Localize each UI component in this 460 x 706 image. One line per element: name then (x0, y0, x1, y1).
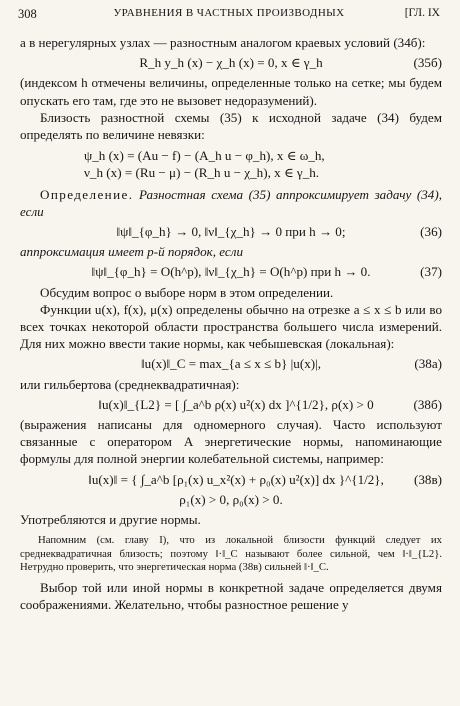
definition-label: Определение. (40, 186, 134, 202)
equation-36-number: (36) (420, 224, 442, 240)
equation-35b (20, 54, 442, 71)
chapter-label: [ГЛ. IX (404, 7, 440, 19)
paragraph-5: Обсудим вопрос о выборе норм в этом определении. (40, 284, 334, 300)
paragraph-8: (выражения написаны для одномерного случая). Часто используют связанные с оператором A энергетические нормы, напоминающие формулы для полной энергии колебательной системы, например: (20, 417, 442, 467)
paragraph-3: Близость разностной схемы (35) к исходной задаче (34) будем определять по величине невязки: (20, 109, 442, 143)
equation-37-body: ‖ψ‖_{φ_h} = O(h^p), ‖ν‖_{χ_h} = O(h^p) при h → 0. (91, 264, 371, 280)
running-title: УРАВНЕНИЯ В ЧАСТНЫХ ПРОИЗВОДНЫХ (113, 7, 345, 19)
paragraph-1: а в нерегулярных узлах — разностным аналогом краевых условий (34б): (20, 35, 426, 50)
residual-system (84, 147, 442, 181)
equation-38b-number: (38б) (413, 396, 442, 412)
equation-37-number: (37) (420, 264, 442, 280)
definition (20, 186, 442, 220)
equation-37 (20, 263, 442, 280)
paragraph-9: Употребляются и другие нормы. (20, 512, 201, 528)
equation-38v-number: (38в) (414, 471, 442, 487)
definition-text: Разностная схема (35) аппроксимирует задачу (34), если (20, 186, 442, 219)
paragraph-10: Выбор той или иной нормы в конкретной задаче определяется двумя соображениями. Желательно, чтобы разностное решение y (20, 580, 442, 613)
equation-38b (20, 396, 442, 413)
residual-nu: ν_h (x) = (Ru − μ) − (R_h u − χ_h), x ∈ γ_h. (84, 165, 320, 181)
paragraph-2: (индексом h отмечены величины, определенные только на сетке; мы будем опускать его там, где это не вызовет недоразумений). (20, 75, 442, 108)
equation-36 (20, 223, 442, 240)
page-content (20, 34, 442, 613)
equation-38a (20, 355, 442, 372)
equation-38a-number: (38а) (414, 356, 442, 372)
equation-38a-body: ‖u(x)‖_C = max_{a ≤ x ≤ b} |u(x)|, (140, 356, 321, 372)
equation-38v-body: ‖u(x)‖ = { ∫_a^b [ρ₁(x) u_x²(x) + ρ₀(x) u²(x)] dx }^{1/2}, (88, 471, 384, 487)
equation-38b-body: ‖u(x)‖_{L2} = [ ∫_a^b ρ(x) u²(x) dx ]^{1/2}, ρ(x) > 0 (98, 396, 374, 412)
running-header (18, 7, 440, 23)
paragraph-6: Функции u(x), f(x), μ(x) определены обычно на отрезке a ≤ x ≤ b или во всех точках некоторой области пространства большего числа измерений. Для них можно ввести такие нормы, как чебышевская (локальная): (20, 301, 442, 352)
equation-36-body: ‖ψ‖_{φ_h} → 0, ‖ν‖_{χ_h} → 0 при h → 0; (116, 224, 346, 240)
residual-psi: ψ_h (x) = (Au − f) − (A_h u − φ_h), x ∈ ω_h, (84, 148, 325, 164)
footnote: Напомним (см. главу I), что из локальной близости функций следует их среднеквадратичная близость; поэтому ‖·‖_C называют более сильной, чем ‖·‖_{L2}. Нетрудно проверить, что энергетическая норма (38в) сильней ‖·‖_C. (20, 534, 442, 574)
paragraph-4: аппроксимация имеет p-й порядок, если (20, 244, 243, 260)
page-number: 308 (18, 7, 37, 21)
equation-38v (20, 471, 442, 488)
equation-35b-number: (35б) (413, 55, 442, 71)
equation-38v-conditions: ρ₁(x) > 0, ρ₀(x) > 0. (179, 491, 283, 507)
paragraph-7: или гильбертова (среднеквадратичная): (20, 376, 240, 392)
equation-35b-body: R_h y_h (x) − χ_h (x) = 0, x ∈ γ_h (139, 55, 323, 71)
